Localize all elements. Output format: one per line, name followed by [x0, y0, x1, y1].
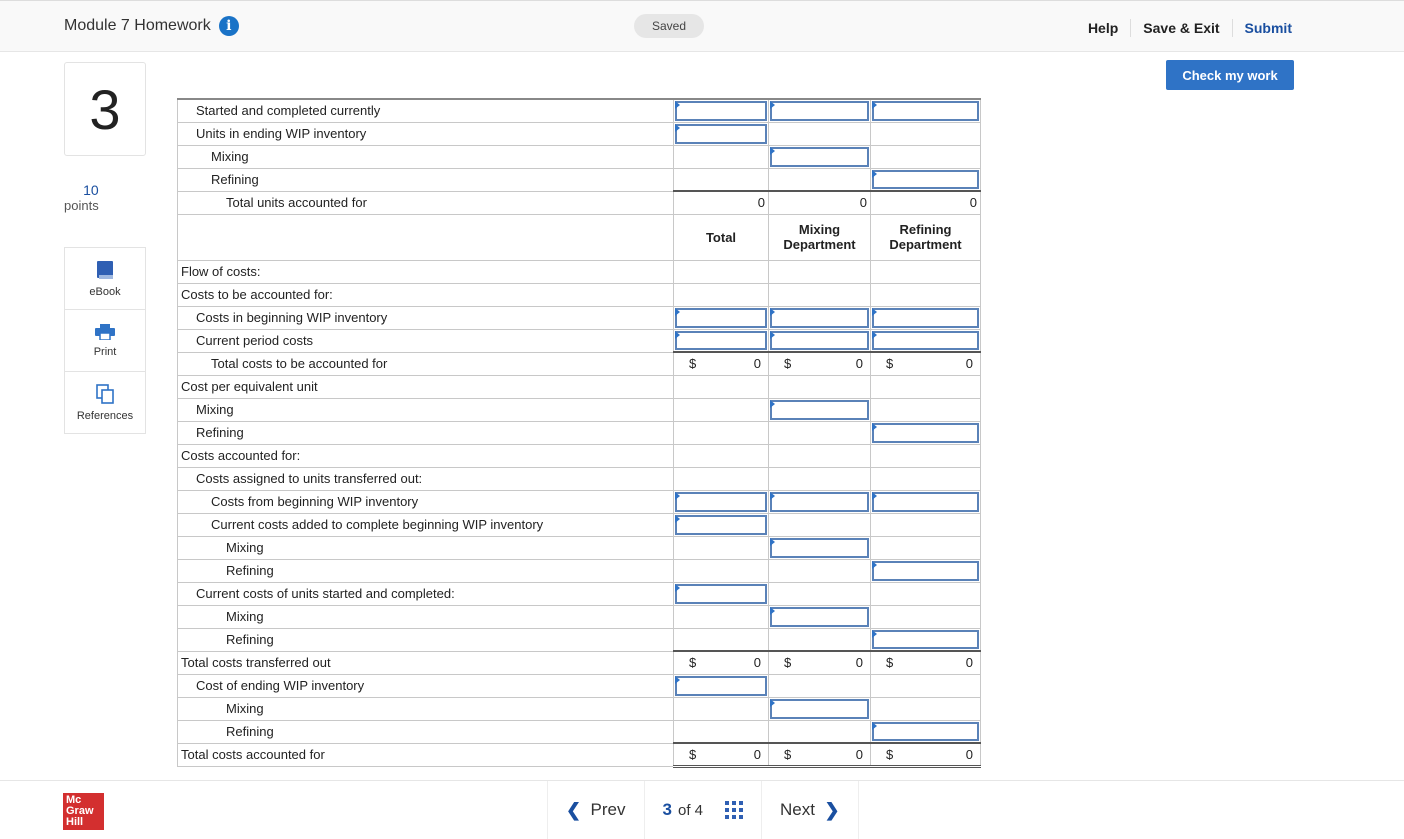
empty-cell: [769, 260, 871, 283]
pagination: [547, 781, 859, 839]
input-cell[interactable]: [769, 490, 871, 513]
total-cell: [674, 743, 769, 766]
input-cell[interactable]: [871, 490, 981, 513]
value: 0: [855, 356, 863, 372]
row-label: Current costs of units started and completed:: [178, 582, 674, 605]
empty-cell: [769, 559, 871, 582]
row-label: Started and completed currently: [178, 99, 674, 122]
assignment-title: [64, 16, 239, 36]
column-header-row: [178, 214, 981, 260]
empty-cell: [769, 513, 871, 536]
row-label: Total costs accounted for: [178, 743, 674, 766]
input-cell[interactable]: [871, 559, 981, 582]
empty-cell: [674, 421, 769, 444]
table-row: [178, 421, 981, 444]
row-label: Mixing: [178, 697, 674, 720]
value: 0: [965, 655, 973, 671]
empty-cell: [871, 444, 981, 467]
total-cell: [769, 743, 871, 766]
row-label: Costs in beginning WIP inventory: [178, 306, 674, 329]
row-label: Total units accounted for: [178, 191, 674, 214]
currency-symbol: $: [886, 356, 894, 372]
empty-cell: [674, 628, 769, 651]
header-total: Total: [674, 214, 769, 260]
input-cell[interactable]: [674, 99, 769, 122]
input-cell[interactable]: [769, 697, 871, 720]
row-label: Costs accounted for:: [178, 444, 674, 467]
print-label: Print: [93, 345, 117, 358]
table-row: [178, 444, 981, 467]
empty-cell: [674, 467, 769, 490]
table-row: [178, 191, 981, 214]
page-total: of 4: [677, 801, 704, 819]
table-row: [178, 697, 981, 720]
total-cell: [674, 352, 769, 375]
empty-cell: [674, 605, 769, 628]
empty-cell: [674, 398, 769, 421]
row-label: Costs from beginning WIP inventory: [178, 490, 674, 513]
side-tools: [64, 248, 146, 434]
references-button[interactable]: [64, 371, 146, 434]
table-row: [178, 398, 981, 421]
empty-cell: [871, 398, 981, 421]
empty-cell: [871, 582, 981, 605]
input-cell[interactable]: [674, 490, 769, 513]
top-bar: [0, 0, 1404, 52]
input-cell[interactable]: [674, 513, 769, 536]
table-row: [178, 145, 981, 168]
submit-link[interactable]: Submit: [1244, 20, 1292, 36]
question-number: 3: [64, 62, 146, 156]
empty-cell: [674, 375, 769, 398]
row-label: Mixing: [178, 605, 674, 628]
printer-icon: [95, 324, 115, 340]
row-label: Total costs transferred out: [178, 651, 674, 674]
total-cell: [871, 743, 981, 766]
row-label: Refining: [178, 628, 674, 651]
input-cell[interactable]: [674, 674, 769, 697]
table-row: [178, 329, 981, 352]
currency-symbol: $: [784, 356, 792, 372]
grid-icon: [725, 801, 743, 819]
points-info: [64, 182, 99, 213]
table-row: [178, 651, 981, 674]
input-cell[interactable]: [769, 306, 871, 329]
value-cell: 0: [674, 191, 769, 214]
top-actions: [1076, 19, 1304, 37]
input-cell[interactable]: [769, 536, 871, 559]
next-button[interactable]: [761, 781, 859, 839]
empty-cell: [674, 697, 769, 720]
input-cell[interactable]: [769, 398, 871, 421]
empty-cell: [871, 467, 981, 490]
empty-cell: [674, 559, 769, 582]
row-label: Mixing: [178, 536, 674, 559]
empty-cell: [769, 444, 871, 467]
table-row: [178, 122, 981, 145]
total-cell: [674, 651, 769, 674]
value-cell: 0: [769, 191, 871, 214]
currency-symbol: $: [886, 655, 894, 671]
input-cell[interactable]: [871, 720, 981, 743]
table-row: [178, 605, 981, 628]
table-row: [178, 168, 981, 191]
page-indicator[interactable]: [644, 781, 762, 839]
chevron-right-icon: ❯: [824, 799, 840, 820]
current-page: 3: [662, 800, 672, 819]
table-row: [178, 467, 981, 490]
empty-cell: [871, 375, 981, 398]
points-label: points: [64, 198, 99, 213]
table-row: [178, 490, 981, 513]
print-button[interactable]: [64, 309, 146, 372]
table-row: [178, 375, 981, 398]
header-refining: Refining Department: [871, 214, 981, 260]
value-cell: 0: [871, 191, 981, 214]
currency-symbol: $: [886, 746, 894, 762]
next-label: Next: [780, 800, 815, 819]
empty-cell: [871, 260, 981, 283]
table-row: [178, 559, 981, 582]
input-cell[interactable]: [674, 122, 769, 145]
empty-cell: [769, 628, 871, 651]
table-row: [178, 513, 981, 536]
value: 0: [965, 746, 973, 762]
currency-symbol: $: [784, 655, 792, 671]
empty-cell: [674, 720, 769, 743]
row-label: Total costs to be accounted for: [178, 352, 674, 375]
empty-cell: [769, 122, 871, 145]
save-exit-link[interactable]: Save & Exit: [1143, 20, 1220, 36]
currency-symbol: $: [784, 746, 792, 762]
logo-line: Mc: [66, 794, 82, 806]
empty-cell: [871, 697, 981, 720]
empty-cell: [674, 145, 769, 168]
empty-cell: [871, 605, 981, 628]
empty-cell: [769, 720, 871, 743]
points-value: 10: [83, 182, 99, 198]
empty-cell: [769, 283, 871, 306]
empty-cell: [178, 214, 674, 260]
value: 0: [753, 655, 761, 671]
empty-cell: [769, 168, 871, 191]
table-row: [178, 536, 981, 559]
value: 0: [965, 356, 973, 372]
table-row: [178, 283, 981, 306]
total-cell: [871, 352, 981, 375]
empty-cell: [769, 674, 871, 697]
input-cell[interactable]: [769, 329, 871, 352]
input-cell[interactable]: [674, 306, 769, 329]
currency-symbol: $: [689, 356, 697, 372]
total-cell: [769, 352, 871, 375]
empty-cell: [674, 168, 769, 191]
value: 0: [855, 655, 863, 671]
saved-status-badge: Saved: [634, 14, 704, 38]
empty-cell: [769, 467, 871, 490]
book-icon: [96, 260, 114, 280]
currency-symbol: $: [689, 746, 697, 762]
row-label: Refining: [178, 421, 674, 444]
currency-symbol: $: [689, 655, 697, 671]
process-cost-table: [177, 98, 981, 768]
row-label: Mixing: [178, 145, 674, 168]
title-text: Module 7 Homework: [64, 17, 211, 34]
footer: [0, 780, 1404, 838]
input-cell[interactable]: [871, 306, 981, 329]
row-label: Flow of costs:: [178, 260, 674, 283]
input-cell[interactable]: [769, 605, 871, 628]
info-icon[interactable]: i: [219, 16, 239, 36]
empty-cell: [674, 536, 769, 559]
empty-cell: [674, 444, 769, 467]
input-cell[interactable]: [871, 99, 981, 122]
help-link[interactable]: Help: [1087, 20, 1119, 36]
ebook-label: eBook: [89, 285, 121, 298]
table-row: [178, 628, 981, 651]
table-row: [178, 720, 981, 743]
value: 0: [855, 746, 863, 762]
empty-cell: [871, 536, 981, 559]
logo-line: Graw: [66, 805, 94, 817]
table-row: [178, 674, 981, 697]
empty-cell: [769, 375, 871, 398]
empty-cell: [769, 421, 871, 444]
check-my-work-button[interactable]: Check my work: [1166, 60, 1294, 90]
row-label: Refining: [178, 559, 674, 582]
input-cell[interactable]: [871, 628, 981, 651]
empty-cell: [871, 674, 981, 697]
table-row: [178, 743, 981, 766]
row-label: Cost per equivalent unit: [178, 375, 674, 398]
empty-cell: [674, 283, 769, 306]
header-mixing: Mixing Department: [769, 214, 871, 260]
ebook-button[interactable]: [64, 247, 146, 310]
empty-cell: [871, 122, 981, 145]
empty-cell: [674, 260, 769, 283]
prev-label: Prev: [590, 800, 626, 819]
prev-button[interactable]: [547, 781, 644, 839]
input-cell[interactable]: [769, 99, 871, 122]
value: 0: [753, 746, 761, 762]
empty-cell: [871, 283, 981, 306]
table-row: [178, 260, 981, 283]
total-cell: [871, 651, 981, 674]
input-cell[interactable]: [871, 168, 981, 191]
table-row: [178, 306, 981, 329]
input-cell[interactable]: [871, 329, 981, 352]
total-cell: [769, 651, 871, 674]
logo-line: Hill: [66, 816, 84, 828]
row-label: Cost of ending WIP inventory: [178, 674, 674, 697]
row-label: Refining: [178, 720, 674, 743]
input-cell[interactable]: [674, 329, 769, 352]
row-label: Costs to be accounted for:: [178, 283, 674, 306]
row-label: Units in ending WIP inventory: [178, 122, 674, 145]
empty-cell: [769, 582, 871, 605]
value: 0: [753, 356, 761, 372]
row-label: Current period costs: [178, 329, 674, 352]
row-label: Mixing: [178, 398, 674, 421]
row-label: Refining: [178, 168, 674, 191]
worksheet: [177, 98, 980, 768]
empty-cell: [871, 145, 981, 168]
table-row: [178, 99, 981, 122]
mcgraw-hill-logo: [63, 793, 104, 830]
chevron-left-icon: ❮: [566, 799, 582, 820]
input-cell[interactable]: [871, 421, 981, 444]
input-cell[interactable]: [674, 582, 769, 605]
table-row: [178, 582, 981, 605]
copy-icon: [96, 384, 114, 404]
table-row: [178, 352, 981, 375]
empty-cell: [871, 513, 981, 536]
input-cell[interactable]: [769, 145, 871, 168]
row-label: Current costs added to complete beginning WIP inventory: [178, 513, 674, 536]
references-label: References: [76, 409, 134, 422]
row-label: Costs assigned to units transferred out:: [178, 467, 674, 490]
